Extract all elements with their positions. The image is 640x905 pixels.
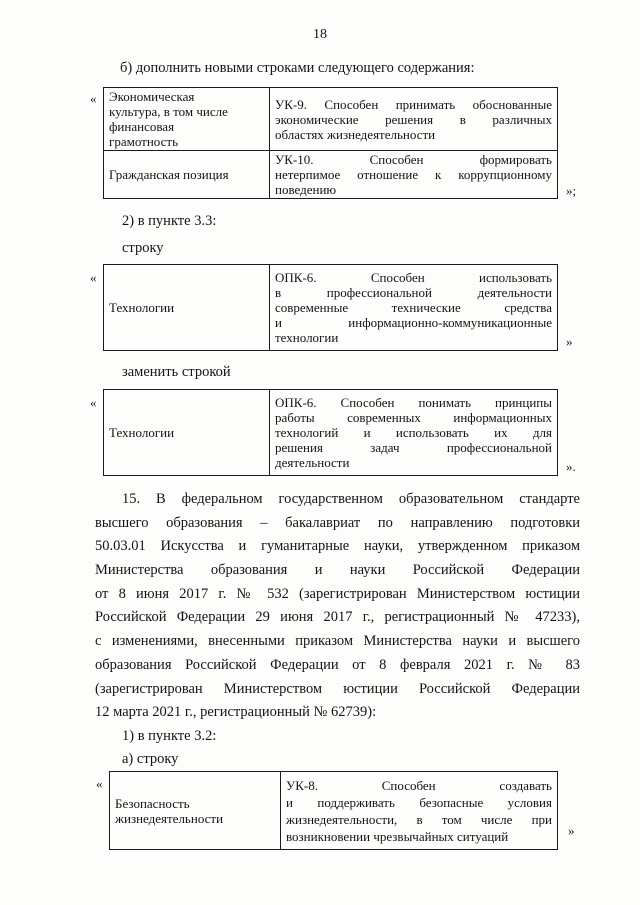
paragraph-line: 50.03.01 Искусства и гуманитарные науки, утвержденном приказом: [95, 538, 580, 555]
table-cell-desc: [270, 390, 558, 476]
cell-line: и информационно-коммуникационные: [275, 315, 552, 330]
cell-line: ОПК-6. Способен использовать: [275, 270, 552, 285]
cell-line: жизнедеятельности, в том числе при: [286, 811, 552, 827]
cell-line: УК-8. Способен создавать: [286, 777, 552, 793]
table-cell-name: [104, 151, 270, 199]
item-a: а) строку: [122, 751, 179, 767]
paragraph-15: [95, 488, 580, 725]
table-cell-desc: [270, 88, 558, 151]
paragraph-line: от 8 июня 2017 г. № 532 (зарегистрирован Министерством юстиции: [95, 585, 580, 602]
cell-line: деятельности: [275, 455, 350, 470]
cell-line: ОПК-6. Способен понимать принципы: [275, 395, 552, 410]
cell-line: экономические решения в различных: [275, 111, 552, 127]
table-1: [103, 87, 558, 199]
intro-b: б) дополнить новыми строками следующего содержания:: [120, 60, 475, 76]
table-row: [104, 88, 558, 151]
cell-line: технологии: [275, 330, 339, 345]
cell-line: Экономическая: [109, 89, 195, 104]
cell-line: технологий и использовать их для: [275, 425, 552, 440]
table-row: [104, 265, 558, 351]
paragraph-line: 12 марта 2021 г., регистрационный № 62739):: [95, 704, 377, 721]
table-2: [103, 264, 558, 351]
table-cell-desc: [270, 265, 558, 351]
open-quote: «: [96, 776, 103, 791]
table-3: [103, 389, 558, 476]
paragraph-line: Российской Федерации 29 июня 2017 г., регистрационный № 47233),: [95, 609, 580, 626]
cell-line: областях жизнедеятельности: [275, 126, 436, 142]
cell-line: в профессиональной деятельности: [275, 285, 552, 300]
close-quote: »: [566, 334, 573, 349]
table-row: [104, 390, 558, 476]
paragraph-line: с изменениями, внесенными приказом Министерства науки и высшего: [95, 633, 580, 650]
cell-line: Безопасность: [115, 795, 190, 811]
table-4: [109, 771, 558, 850]
open-quote: «: [90, 91, 97, 106]
cell-line: работы современных информационных: [275, 410, 552, 425]
table-row: [104, 151, 558, 199]
table-cell-name: [104, 88, 270, 151]
cell-line: культура, в том числе: [109, 104, 228, 119]
cell-line: грамотность: [109, 134, 178, 149]
page-number: 18: [313, 27, 327, 42]
replace-word: заменить строкой: [122, 364, 231, 380]
cell-line: поведению: [275, 182, 337, 197]
cell-line: УК-9. Способен принимать обоснованные: [275, 96, 552, 112]
paragraph-line: высшего образования – бакалавриат по направлению подготовки: [95, 514, 580, 531]
item-1: 1) в пункте 3.2:: [122, 728, 217, 744]
paragraph-line: образования Российской Федерации от 8 февраля 2021 г. № 83: [95, 656, 580, 673]
cell-line: нетерпимое отношение к коррупционному: [275, 167, 552, 182]
table-cell-name: Технологии: [104, 265, 270, 351]
cell-line: УК-10. Способен формировать: [275, 152, 552, 167]
row-word: строку: [122, 240, 164, 256]
table-cell-name: Технологии: [104, 390, 270, 476]
table-cell-name: [110, 772, 281, 850]
cell-line: и поддерживать безопасные условия: [286, 794, 552, 810]
close-quote: »;: [566, 183, 577, 198]
paragraph-line: 15. В федеральном государственном образовательном стандарте: [122, 491, 580, 507]
cell-line: Гражданская позиция: [109, 167, 229, 182]
paragraph-line: Министерства образования и науки Российской Федерации: [95, 562, 580, 579]
table-cell-desc: [281, 772, 558, 850]
table-row: [110, 772, 558, 850]
cell-line: жизнедеятельности: [115, 810, 224, 826]
close-quote: ».: [566, 459, 576, 474]
paragraph-line: (зарегистрирован Министерством юстиции Российской Федерации: [95, 680, 580, 697]
cell-line: возникновении чрезвычайных ситуаций: [286, 828, 509, 844]
open-quote: «: [90, 270, 97, 285]
cell-line: решения задач профессиональной: [275, 440, 552, 455]
close-quote: »: [568, 823, 575, 838]
cell-line: современные технические средства: [275, 300, 552, 315]
item-2: 2) в пункте 3.3:: [122, 213, 217, 229]
table-cell-desc: [270, 151, 558, 199]
cell-line: финансовая: [109, 119, 175, 134]
open-quote: «: [90, 395, 97, 410]
